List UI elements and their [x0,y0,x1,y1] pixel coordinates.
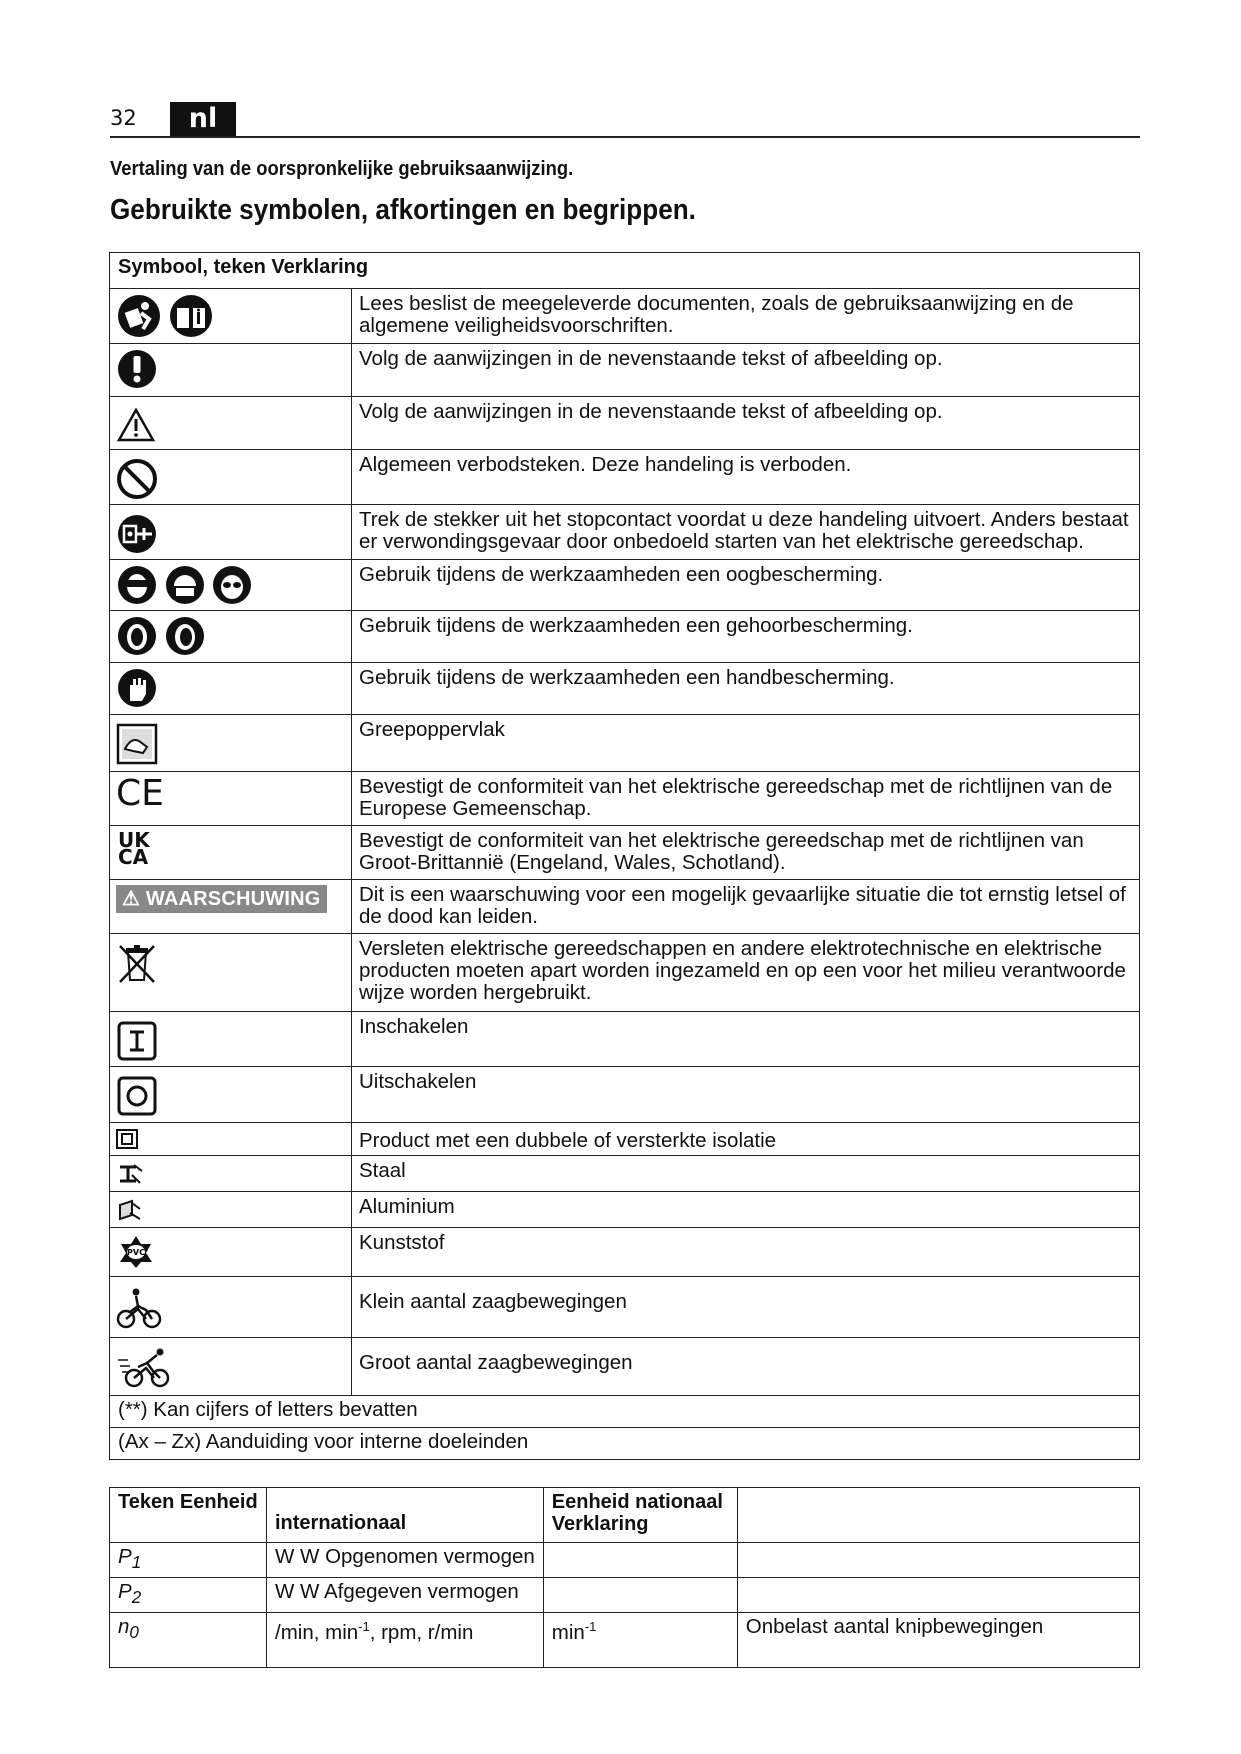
ukca-bottom: CA [118,845,149,869]
steel-icon [116,1161,144,1187]
unplug-icon [116,513,158,555]
symbol-description: Groot aantal zaagbewegingen [352,1338,1140,1396]
table-row [110,1338,1140,1396]
units-table [109,1487,1140,1668]
table-row [110,1012,1140,1067]
table-row [110,1396,1140,1428]
switch-off-icon [116,1075,158,1117]
ukca-top: UK [118,828,150,852]
table-row [110,505,1140,560]
table-row [110,1277,1140,1338]
double-insulation-icon [116,1129,138,1149]
units-header-sign: Teken Eenheid [110,1488,267,1543]
symbol-description: Inschakelen [352,1012,1140,1067]
book-info-icon [168,293,214,339]
unit-sign: $P_2$ [110,1578,267,1613]
symbol-description: Trek de stekker uit het stopcontact voordat u deze handeling uitvoert. Anders bestaat er verwondingsgevaar door onbedoeld starten van het elektrische gereedschap. [352,505,1140,560]
ukca-mark-icon [110,826,351,872]
plastic-pvc-icon [116,1234,156,1270]
prohibition-icon [116,458,158,500]
table-row [110,1428,1140,1460]
read-manual-icon [116,293,162,339]
table-row [110,560,1140,611]
table-row [110,1543,1140,1578]
safety-glasses-icon [211,564,253,606]
symbol-description: Klein aantal zaagbewegingen [352,1277,1140,1338]
symbol-description: Volg de aanwijzingen in de nevenstaande tekst of afbeelding op. [352,397,1140,450]
unit-international: /min, $\min^{-1}$, rpm, r/min [267,1613,544,1668]
footnote: (Ax – Zx) Aanduiding voor interne doeleinden [110,1428,1140,1460]
grip-surface-icon [116,723,158,765]
unit-national: $\min^{-1}$ [543,1613,737,1668]
units-header-international: internationaal [267,1488,544,1543]
symbol-description: Aluminium [352,1192,1140,1228]
symbol-description: Kunststof [352,1228,1140,1277]
symbol-description: Gebruik tijdens de werkzaamheden een oogbescherming. [352,560,1140,611]
symbol-description: Greepoppervlak [352,715,1140,772]
symbol-description: Bevestigt de conformiteit van het elektrische gereedschap met de richtlijnen van Groot-Brittannië (Engeland, Wales, Schotland). [352,826,1140,880]
table-row [110,826,1140,880]
table-row [110,1123,1140,1156]
warning-triangle-icon [116,407,156,443]
warning-triangle-icon: ⚠ [122,888,146,910]
symbol-description: Lees beslist de meegeleverde documenten, zoals de gebruiksaanwijzing en de algemene veiligheidsvoorschriften. [352,289,1140,344]
ear-muffs-icon [116,615,158,657]
table-row [110,1156,1140,1192]
symbols-table [109,252,1140,1460]
unit-sign: $P_1$ [110,1543,267,1578]
helmet-icon [164,564,206,606]
symbol-description: Bevestigt de conformiteit van het elektrische gereedschap met de richtlijnen van de Europese Gemeenschap. [352,772,1140,826]
warning-label-text: WAARSCHUWING [145,888,321,910]
table-row [110,1067,1140,1123]
mandatory-exclamation-icon [116,348,158,390]
ce-mark-icon: CE [116,773,164,814]
glove-icon [116,667,158,709]
unit-national [543,1578,737,1613]
symbol-description: Product met een dubbele of versterkte isolatie [352,1123,1140,1156]
table-row [110,397,1140,450]
table-row [110,715,1140,772]
svg-text:PVC: PVC [127,1248,145,1257]
symbol-description: Gebruik tijdens de werkzaamheden een gehoorbescherming. [352,611,1140,663]
table-row [110,450,1140,505]
table-row [110,880,1140,934]
table-row [110,289,1140,344]
table-row [110,1488,1140,1543]
table-row [110,344,1140,397]
symbol-description: Algemeen verbodsteken. Deze handeling is verboden. [352,450,1140,505]
symbol-description: Gebruik tijdens de werkzaamheden een handbescherming. [352,663,1140,715]
symbol-description: Volg de aanwijzingen in de nevenstaande tekst of afbeelding op. [352,344,1140,397]
unit-explanation [737,1543,1139,1578]
unit-international: W W Opgenomen vermogen [267,1543,544,1578]
slow-cyclist-icon [116,1287,162,1329]
symbol-description: Uitschakelen [352,1067,1140,1123]
symbol-description: Dit is een waarschuwing voor een mogelijk gevaarlijke situatie die tot ernstig letsel of de dood kan leiden. [352,880,1140,934]
ear-protection-icon [164,615,206,657]
language-badge: nl [170,102,236,136]
fast-cyclist-icon [116,1346,172,1388]
units-header-explanation [737,1488,1139,1543]
section-title: Gebruikte symbolen, afkortingen en begrippen. [110,194,696,226]
unit-international: W W Afgegeven vermogen [267,1578,544,1613]
face-shield-icon [116,564,158,606]
symbols-table-header: Symbool, teken Verklaring [110,253,1140,289]
header-rule [110,136,1140,138]
table-row [110,1613,1140,1668]
page-number: 32 [110,106,137,130]
table-row [110,1192,1140,1228]
table-row [110,934,1140,1012]
aluminium-icon [116,1197,144,1223]
unit-explanation [737,1578,1139,1613]
unit-explanation: Onbelast aantal knipbewegingen [737,1613,1139,1668]
table-row [110,1578,1140,1613]
symbol-description: Versleten elektrische gereedschappen en andere elektrotechnische en elektrische producten moeten apart worden ingezameld en op een voor het milieu verantwoorde wijze worden hergebruikt. [352,934,1140,1012]
footnote: (**) Kan cijfers of letters bevatten [110,1396,1140,1428]
document-subtitle: Vertaling van de oorspronkelijke gebruiksaanwijzing. [110,158,574,180]
unit-national [543,1543,737,1578]
unit-sign: $n_0$ [110,1613,267,1668]
table-row [110,663,1140,715]
table-row [110,611,1140,663]
symbol-description: Staal [352,1156,1140,1192]
weee-bin-icon [116,942,158,986]
switch-on-icon [116,1020,158,1062]
units-header-national: Eenheid nationaal Verklaring [543,1488,737,1543]
warning-label [116,885,327,913]
table-row [110,772,1140,826]
table-row [110,1228,1140,1277]
